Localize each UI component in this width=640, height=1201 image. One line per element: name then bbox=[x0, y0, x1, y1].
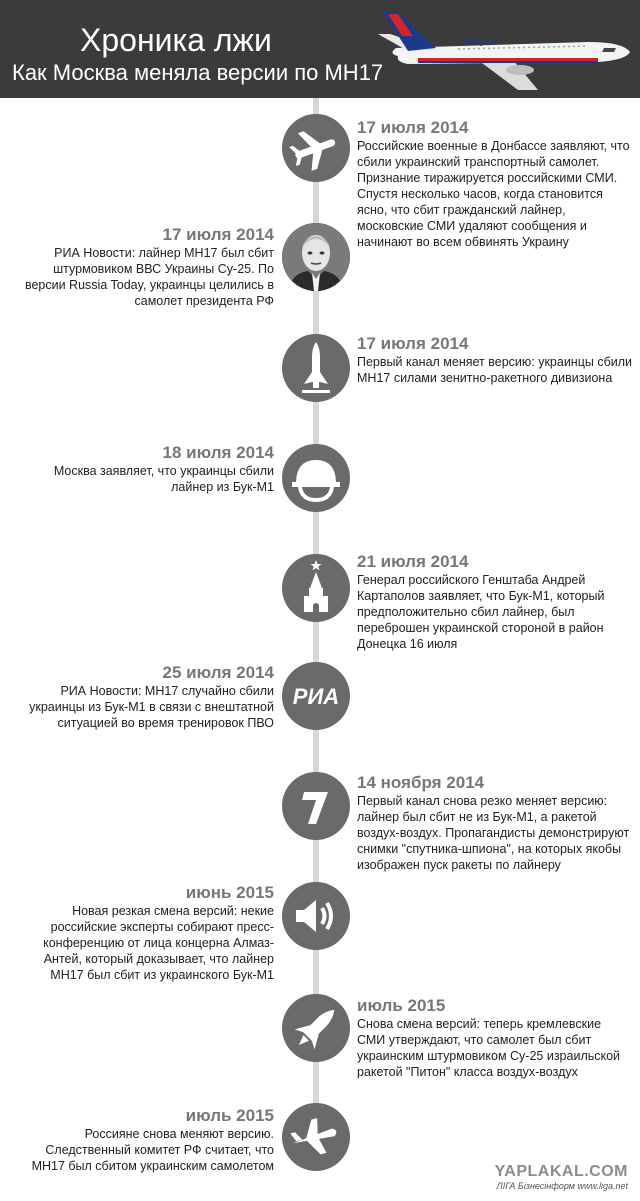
speaker-icon bbox=[282, 882, 350, 950]
rocket-icon bbox=[282, 994, 350, 1062]
timeline-entry-5 bbox=[357, 552, 632, 652]
entry-text: Генерал российского Генштаба Андрей Картаполов заявляет, что Бук-М1, который предположительно сбил лайнер, был переброшен украинской стороной в район Донецка 16 июля bbox=[357, 573, 605, 651]
ria-logo-icon bbox=[282, 662, 350, 730]
entry-text: Новая резкая смена версий: некие российские эксперты собирают пресс-конференцию от лица концерна Алмаз-Антей, который доказывает, что лайнер MH17 был сбит из украинского Бук-М1 bbox=[43, 904, 274, 982]
entry-text: РИА Новости: лайнер MH17 был сбит штурмовиком ВВС Украины Су-25. По версии Russia Today, украинцы целились в самолет президента РФ bbox=[24, 246, 274, 308]
entry-date: июль 2015 bbox=[185, 1106, 274, 1125]
timeline-entry-3 bbox=[357, 334, 632, 386]
entry-date: 14 ноября 2014 bbox=[357, 773, 485, 792]
entry-text: Россияне снова меняют версию. Следственный комитет РФ считает, что MH17 был сбитом украинским самолетом bbox=[31, 1127, 274, 1173]
timeline-entry-6 bbox=[19, 663, 274, 731]
timeline-entry-8 bbox=[19, 883, 274, 983]
entry-date: 21 июля 2014 bbox=[357, 552, 469, 571]
timeline-entry-4 bbox=[19, 443, 274, 495]
fighter-jet-icon bbox=[282, 1103, 350, 1171]
kremlin-tower-icon bbox=[282, 554, 350, 622]
putin-portrait-icon bbox=[282, 223, 350, 291]
entry-text: Москва заявляет, что украинцы сбили лайнер из Бук-М1 bbox=[53, 464, 274, 494]
watermark bbox=[495, 1163, 628, 1191]
watermark-source: ЛIГА Бізнесінформ www.liga.net bbox=[496, 1181, 628, 1191]
page-subtitle: Как Москва меняла версии по MH17 bbox=[12, 60, 384, 85]
timeline-entry-2 bbox=[19, 225, 274, 309]
entry-date: июль 2015 bbox=[357, 996, 446, 1015]
entry-date: 17 июля 2014 bbox=[357, 118, 469, 137]
airline-livery-text: malaysia bbox=[460, 36, 499, 46]
entry-text: Первый канал меняет версию: украинцы сбили MH17 силами зенитно-ракетного дивизиона bbox=[357, 355, 632, 385]
airliner-illustration-icon bbox=[378, 4, 638, 94]
entry-text: Первый канал снова резко меняет версию: лайнер был сбит не из Бук-М1, а ракетой воздух-воздух. Пропагандисты демонстрируют снимки "спутника-шпиона", на которых якобы изображен пуск ракеты по лайнеру bbox=[357, 794, 630, 872]
entry-date: 25 июля 2014 bbox=[162, 663, 274, 682]
entry-date: 17 июля 2014 bbox=[357, 334, 469, 353]
header-banner bbox=[0, 0, 640, 98]
timeline-entry-9 bbox=[357, 996, 632, 1080]
entry-date: 17 июля 2014 bbox=[162, 225, 274, 244]
transport-plane-icon bbox=[282, 114, 350, 182]
page-title: Хроника лжи bbox=[80, 22, 272, 58]
watermark-site: YAPLAKAL.COM bbox=[494, 1163, 628, 1180]
helmet-icon bbox=[282, 444, 350, 512]
entry-date: 18 июля 2014 bbox=[162, 443, 274, 462]
entry-text: Российские военные в Донбассе заявляют, что сбили украинский транспортный самолет. Признание тиражируется российскими СМИ. Спустя несколько часов, когда становится ясно, что сбит гражданский лайнер, московские СМИ удаляют сообщения и начинают во всем обвинять Украину bbox=[357, 139, 630, 249]
timeline-entry-1 bbox=[357, 118, 632, 250]
ria-logo-text: РИА bbox=[292, 684, 340, 709]
entry-text: РИА Новости: MH17 случайно сбили украинцы из Бук-М1 в связи с внештатной ситуацией во время тренировок ПВО bbox=[29, 684, 274, 730]
timeline-entry-7 bbox=[357, 773, 632, 873]
entry-date: июнь 2015 bbox=[185, 883, 274, 902]
timeline-entry-10 bbox=[19, 1106, 274, 1174]
missile-icon bbox=[282, 334, 350, 402]
entry-text: Снова смена версий: теперь кремлевские СМИ утверждают, что самолет был сбит украинским штурмовиком Су-25 израильской ракетой "Питон" класса воздух-воздух bbox=[357, 1017, 621, 1079]
channel-one-logo-icon bbox=[282, 772, 350, 840]
